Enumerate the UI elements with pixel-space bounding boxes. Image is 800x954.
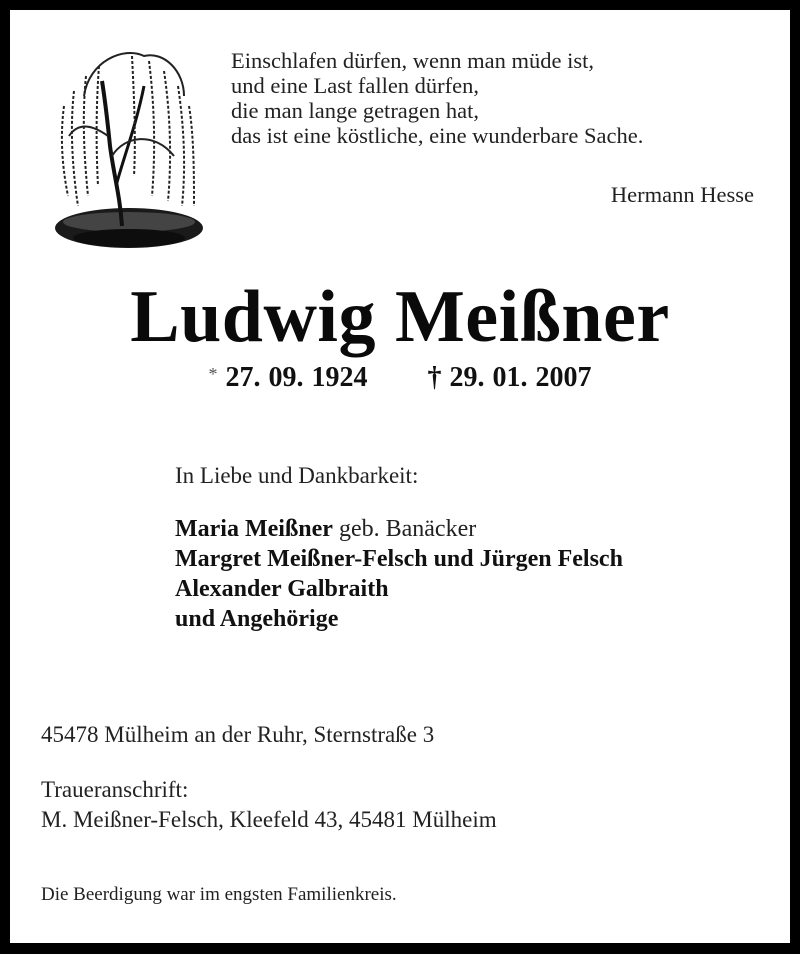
mourners-intro: In Liebe und Dankbarkeit:	[175, 463, 419, 488]
birth-date: 27. 09. 1924	[225, 362, 368, 393]
mourner-row: Margret Meißner-Felsch und Jürgen Felsch	[175, 546, 623, 572]
weeping-willow-icon	[44, 36, 214, 264]
condolence-address	[41, 775, 497, 835]
life-dates	[10, 362, 790, 394]
poem-line: Einschlafen dürfen, wenn man müde ist,	[231, 48, 595, 73]
poem-author: Hermann Hesse	[610, 182, 754, 207]
poem-line: die man lange getragen hat,	[231, 98, 480, 123]
poem	[231, 48, 643, 148]
death-cross-icon: †	[427, 362, 442, 393]
obituary-card	[10, 10, 790, 943]
birth-star-icon: *	[208, 364, 218, 384]
home-address: 45478 Mülheim an der Ruhr, Sternstraße 3	[41, 722, 435, 747]
deceased-name: Ludwig Meißner	[130, 276, 670, 358]
mourner-row: und Angehörige	[175, 606, 339, 632]
mourner-name: Maria Meißner	[175, 516, 333, 542]
death-date: 29. 01. 2007	[449, 362, 592, 393]
funeral-note: Die Beerdigung war im engsten Familienkreis.	[41, 884, 397, 905]
poem-line: und eine Last fallen dürfen,	[231, 73, 480, 98]
mourner-maiden-name: geb. Banäcker	[338, 516, 477, 542]
mourners-list	[175, 514, 623, 634]
mourner-row: Alexander Galbraith	[175, 576, 389, 602]
mourner-row	[175, 514, 623, 544]
condolence-value: M. Meißner-Felsch, Kleefeld 43, 45481 Mülheim	[41, 807, 497, 832]
condolence-label: Traueranschrift:	[41, 777, 189, 802]
poem-line: das ist eine köstliche, eine wunderbare Sache.	[231, 123, 644, 148]
